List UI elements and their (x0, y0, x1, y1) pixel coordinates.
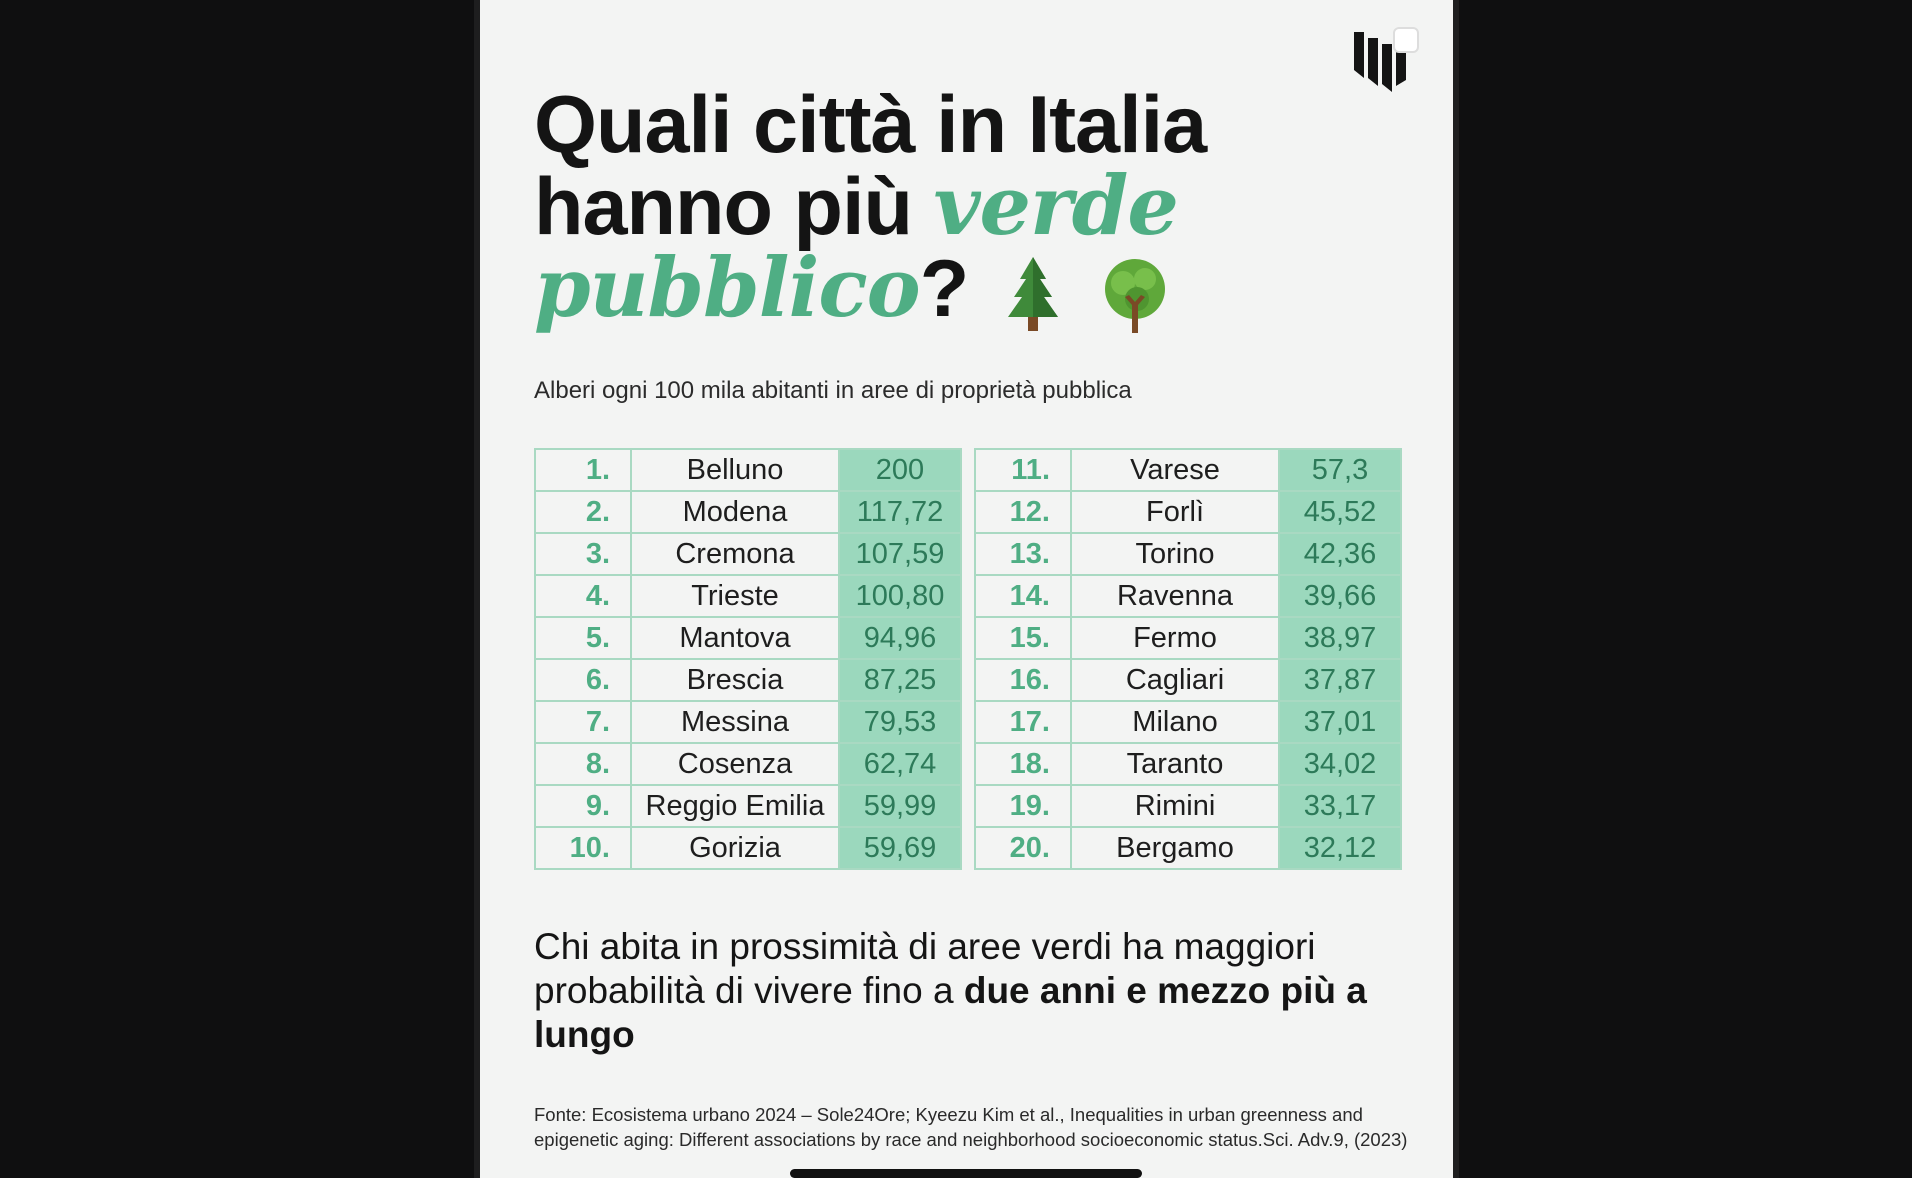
table-row (535, 701, 961, 743)
chart-subtitle: Alberi ogni 100 mila abitanti in aree di proprietà pubblica (534, 377, 1132, 404)
city-cell: Milano (1071, 701, 1279, 743)
city-cell: Trieste (631, 575, 839, 617)
rank-cell: 5. (535, 617, 631, 659)
table-row (535, 659, 961, 701)
rank-cell: 16. (975, 659, 1071, 701)
rank-cell: 6. (535, 659, 631, 701)
deciduous-tree-icon (1097, 255, 1173, 335)
table-row (535, 617, 961, 659)
title-highlight-verde: verde (933, 159, 1178, 254)
table-row (535, 827, 961, 869)
title-line-2-prefix: hanno più (534, 162, 934, 252)
table-row (975, 659, 1401, 701)
value-cell: 57,3 (1279, 449, 1401, 491)
city-cell: Cosenza (631, 743, 839, 785)
evergreen-tree-icon (1000, 255, 1066, 335)
table-row (975, 491, 1401, 533)
health-note (534, 925, 1414, 1057)
table-row (975, 449, 1401, 491)
city-cell: Fermo (1071, 617, 1279, 659)
health-note-emphasis: due anni e mezzo più a lungo (534, 970, 1367, 1055)
city-cell: Mantova (631, 617, 839, 659)
health-note-text: Chi abita in prossimità di aree verdi ha maggiori probabilità di vivere fino a (534, 926, 1316, 1011)
city-cell: Cremona (631, 533, 839, 575)
value-cell: 33,17 (1279, 785, 1401, 827)
home-indicator[interactable] (790, 1169, 1142, 1178)
rank-cell: 4. (535, 575, 631, 617)
city-cell: Bergamo (1071, 827, 1279, 869)
value-cell: 79,53 (839, 701, 961, 743)
city-cell: Reggio Emilia (631, 785, 839, 827)
ranking-table-right (974, 448, 1402, 870)
value-cell: 59,69 (839, 827, 961, 869)
value-cell: 37,01 (1279, 701, 1401, 743)
city-cell: Gorizia (631, 827, 839, 869)
city-cell: Forlì (1071, 491, 1279, 533)
value-cell: 62,74 (839, 743, 961, 785)
rank-cell: 12. (975, 491, 1071, 533)
title-line-2 (534, 159, 1394, 254)
city-cell: Brescia (631, 659, 839, 701)
table-row (975, 827, 1401, 869)
city-cell: Taranto (1071, 743, 1279, 785)
rank-cell: 18. (975, 743, 1071, 785)
rank-cell: 8. (535, 743, 631, 785)
title-line-3 (534, 241, 1394, 336)
rank-cell: 2. (535, 491, 631, 533)
post-card (474, 0, 1459, 1178)
rank-cell: 13. (975, 533, 1071, 575)
table-row (975, 785, 1401, 827)
rank-cell: 3. (535, 533, 631, 575)
title-line-1: Quali città in Italia (534, 80, 1207, 170)
value-cell: 59,99 (839, 785, 961, 827)
value-cell: 42,36 (1279, 533, 1401, 575)
title-highlight-pubblico: pubblico (534, 241, 920, 336)
city-cell: Ravenna (1071, 575, 1279, 617)
table-row (535, 575, 961, 617)
value-cell: 45,52 (1279, 491, 1401, 533)
title-question-mark: ? (919, 244, 969, 334)
value-cell: 87,25 (839, 659, 961, 701)
value-cell: 32,12 (1279, 827, 1401, 869)
source-citation: Fonte: Ecosistema urbano 2024 – Sole24Ore; Kyeezu Kim et al., Inequalities in urban greenness and epigenetic aging: Different associations by race and neighborhood socioeconomic status.Sci. Adv.9, (2023) (534, 1104, 1408, 1150)
city-cell: Cagliari (1071, 659, 1279, 701)
table-row (975, 701, 1401, 743)
rank-cell: 20. (975, 827, 1071, 869)
table-row (975, 533, 1401, 575)
ranking-table-left (534, 448, 962, 870)
city-cell: Modena (631, 491, 839, 533)
value-cell: 38,97 (1279, 617, 1401, 659)
table-row (535, 533, 961, 575)
value-cell: 117,72 (839, 491, 961, 533)
rank-cell: 1. (535, 449, 631, 491)
city-cell: Messina (631, 701, 839, 743)
city-cell: Belluno (631, 449, 839, 491)
value-cell: 94,96 (839, 617, 961, 659)
value-cell: 100,80 (839, 575, 961, 617)
rank-cell: 14. (975, 575, 1071, 617)
table-row (535, 743, 961, 785)
city-cell: Rimini (1071, 785, 1279, 827)
table-row (535, 491, 961, 533)
value-cell: 200 (839, 449, 961, 491)
value-cell: 37,87 (1279, 659, 1401, 701)
page-title (534, 80, 1394, 336)
table-row (975, 575, 1401, 617)
city-cell: Torino (1071, 533, 1279, 575)
rank-cell: 7. (535, 701, 631, 743)
table-row (535, 449, 961, 491)
table-row (535, 785, 961, 827)
city-cell: Varese (1071, 449, 1279, 491)
value-cell: 34,02 (1279, 743, 1401, 785)
table-row (975, 743, 1401, 785)
rank-cell: 19. (975, 785, 1071, 827)
value-cell: 39,66 (1279, 575, 1401, 617)
rank-cell: 17. (975, 701, 1071, 743)
rank-cell: 10. (535, 827, 631, 869)
table-row (975, 617, 1401, 659)
value-cell: 107,59 (839, 533, 961, 575)
rank-cell: 11. (975, 449, 1071, 491)
rank-cell: 15. (975, 617, 1071, 659)
rank-cell: 9. (535, 785, 631, 827)
